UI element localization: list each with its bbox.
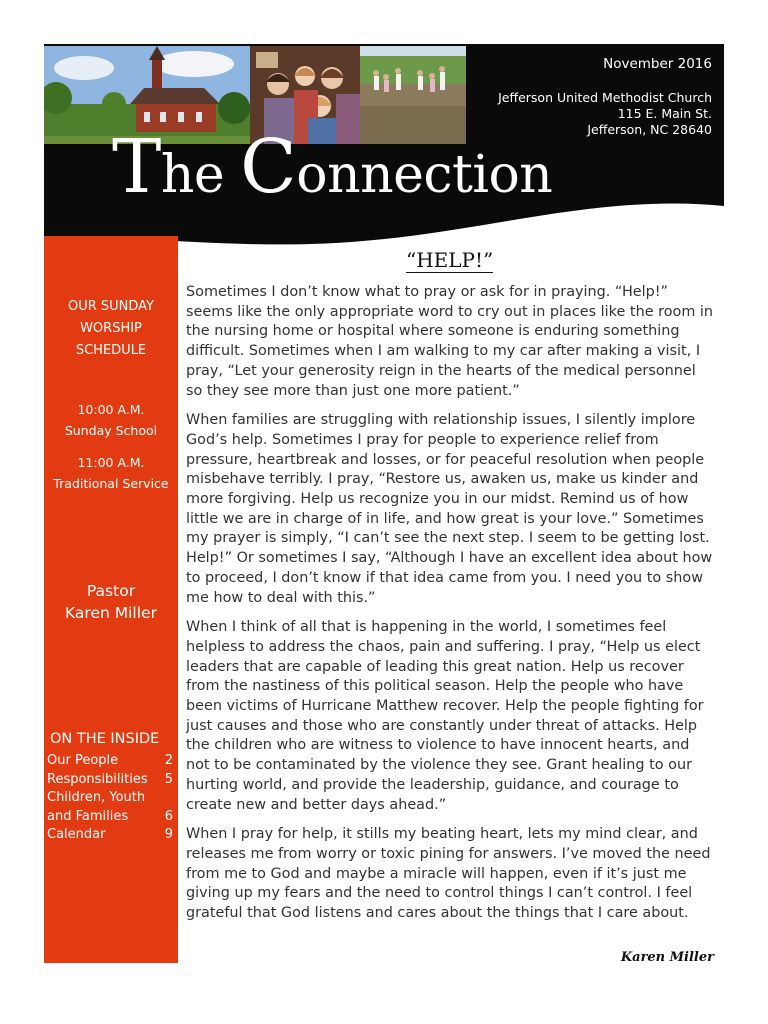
- worship-heading-line: SCHEDULE: [75, 343, 147, 358]
- schedule-time: 10:00 A.M.: [77, 402, 145, 417]
- worship-heading-line: OUR SUNDAY: [67, 299, 154, 314]
- sidebar: [44, 236, 178, 963]
- toc-page: 5: [164, 771, 173, 787]
- schedule-time: 11:00 A.M.: [77, 455, 145, 470]
- inside-list: [47, 752, 173, 845]
- toc-page: 2: [164, 753, 173, 768]
- article-body: [186, 283, 714, 934]
- title-capital-c: C: [240, 124, 297, 210]
- toc-item[interactable]: [47, 771, 173, 790]
- toc-label: Our People: [47, 753, 119, 768]
- pastor-name: Karen Miller: [65, 604, 157, 622]
- author-signature: Karen Miller: [620, 950, 714, 965]
- church-city: Jefferson, NC 28640: [587, 122, 712, 137]
- church-name: Jefferson United Methodist Church: [498, 90, 712, 105]
- toc-item[interactable]: [47, 826, 173, 845]
- schedule-item: [44, 452, 178, 494]
- toc-page: 6: [164, 808, 173, 824]
- toc-item[interactable]: [47, 789, 173, 808]
- schedule-label: Sunday School: [64, 423, 158, 438]
- article-paragraph: When families are struggling with relationship issues, I silently implore God’s help. Sometimes I pray for people to experience relief from pressure, heartbreak and losses, or for peaceful resolution when people misbehave terribly. I pray, “Restore us, awaken us, make us kinder and more forgiving. Help us recognize you in our midst. Remind us of how little we are in charge of in life, and how great is your love.” Sometimes my prayer is simply, “I can’t see the next step. I seem to be getting lost. Help!” Or sometimes I say, “Although I have an excellent idea about how to proceed, I don’t know if that idea came from you. I need you to show me how to deal with this.”: [186, 412, 713, 606]
- toc-page: 9: [164, 827, 173, 842]
- toc-item[interactable]: [47, 752, 173, 771]
- newsletter-title: [112, 124, 553, 210]
- article-paragraph: Sometimes I don’t know what to pray or ask for in praying. “Help!” seems like the only appropriate word to cry out in places like the room in the nursing home or hospital where someone is enduring something difficult. Sometimes when I am walking to my car after making a visit, I pray, “Let your generosity reign in the hearts of the medical personnel so they see more than just one more patient.”: [186, 284, 714, 399]
- title-part-1: he: [160, 145, 241, 205]
- toc-label: and Families: [47, 808, 129, 824]
- title-part-2: onnection: [296, 145, 553, 205]
- pastor-block: [44, 580, 178, 624]
- schedule-item: [44, 399, 178, 441]
- church-street: 115 E. Main St.: [617, 106, 712, 121]
- toc-item[interactable]: [47, 808, 173, 827]
- schedule-label: Traditional Service: [53, 476, 169, 491]
- toc-label: Calendar: [47, 827, 106, 842]
- toc-label: Children, Youth: [47, 790, 146, 805]
- worship-schedule-heading: [44, 296, 178, 362]
- article-title: “HELP!”: [406, 248, 494, 272]
- issue-date: November 2016: [603, 56, 712, 72]
- inside-heading: ON THE INSIDE: [50, 731, 160, 747]
- toc-label: Responsibilities: [47, 771, 148, 787]
- worship-heading-line: WORSHIP: [80, 321, 142, 336]
- article-paragraph: When I think of all that is happening in the world, I sometimes feel helpless to address the chaos, pain and suffering. I pray, “Help us elect leaders that are capable of leading this great nation. Help us recover from the nastiness of this political season. Help the people who have been victims of Hurricane Matthew recover. Help the people fighting for just causes and those who are constantly under threat of attacks. Help the children who are witness to violence to have innocent hearts, and not to be contaminated by the violence they see. Grant healing to our hurting world, and provide the leadership, guidance, and courage to create new and better days ahead.”: [186, 619, 704, 813]
- pastor-title: Pastor: [86, 582, 136, 600]
- article-paragraph: When I pray for help, it stills my beating heart, lets my mind clear, and releases me from worry or toxic pining for answers. I’ve moved the need from me to God and maybe a miracle will happen, even if it’s just me giving up my fears and the need to control things I can’t control. I feel grateful that God listens and cares about the things that I care about.: [186, 826, 711, 922]
- title-capital-t: T: [112, 124, 161, 210]
